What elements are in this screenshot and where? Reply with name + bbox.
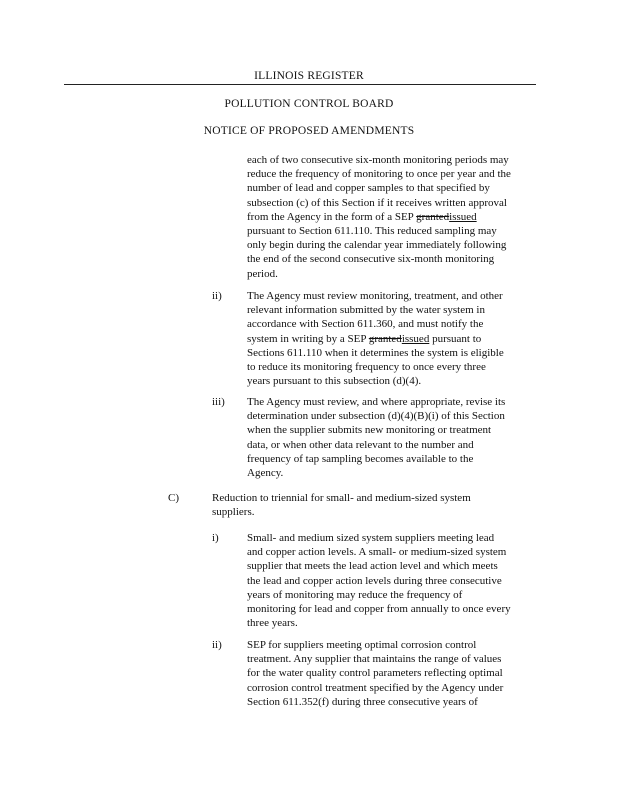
item-marker-iii: iii) (212, 396, 225, 408)
text-line: The Agency must review monitoring, treatment, and other (247, 290, 503, 302)
text-line: Sections 611.110 when it determines the system is eligible (247, 346, 504, 359)
register-title: ILLINOIS REGISTER (254, 70, 364, 82)
text-line: reduce the frequency of monitoring to once per year and the (247, 168, 511, 181)
item-ii-paragraph (247, 289, 547, 388)
text-line: number of lead and copper samples to that specified by (247, 182, 490, 195)
inserted-text: issued (449, 210, 477, 223)
text-line: frequency of tap sampling becomes available to the (247, 452, 474, 465)
item-C-i-paragraph (247, 531, 547, 630)
text-line: The Agency must review, and where appropriate, revise its (247, 396, 506, 408)
text-line: and copper action levels. A small- or medium-sized system (247, 546, 507, 559)
item-marker-ii: ii) (212, 290, 222, 302)
text-line: relevant information submitted by the water system in (247, 304, 485, 317)
text-line: the end of the second consecutive six-month monitoring (247, 253, 495, 266)
inserted-text: issued (401, 332, 430, 345)
text-line: pursuant to Section 611.110. This reduced sampling may (247, 225, 497, 238)
notice-title: NOTICE OF PROPOSED AMENDMENTS (203, 125, 415, 137)
text-line: when the supplier submits new monitoring or treatment (247, 424, 492, 437)
text-line: subsection (c) of this Section if it receives written approval (247, 196, 507, 209)
item-marker-C-ii: ii) (212, 639, 222, 651)
text-line: years of monitoring may reduce the frequency of (247, 588, 463, 601)
text-line: monitoring for lead and copper from annually to once every (247, 603, 511, 616)
text-line: each of two consecutive six-month monitoring periods may (247, 154, 509, 166)
text-line: for the water quality control parameters reflecting optimal (247, 667, 503, 680)
item-C-ii-paragraph (247, 638, 547, 709)
text-line: years pursuant to this subsection (d)(4). (247, 375, 422, 388)
text-line: period. (247, 267, 278, 280)
board-title: POLLUTION CONTROL BOARD (224, 98, 394, 110)
text-line: the lead and copper action levels during three consecutive (247, 574, 502, 587)
text-line: only begin during the calendar year immediately following (247, 239, 507, 252)
text-line: to reduce its monitoring frequency to once every three (247, 361, 486, 374)
text-run: pursuant to (429, 332, 482, 345)
text-run: system in writing by a SEP (247, 332, 369, 345)
text-run: from the Agency in the form of a SEP (247, 210, 417, 223)
text-line: supplier that meets the lead action level and which meets (247, 560, 498, 573)
text-line: treatment. Any supplier that maintains the range of values (247, 653, 502, 666)
text-line: corrosion control treatment specified by the Agency under (247, 681, 504, 694)
text-line: Reduction to triennial for small- and medium-sized system (212, 492, 471, 504)
text-line: Section 611.352(f) during three consecutive years of (247, 695, 478, 708)
continuation-paragraph (247, 153, 547, 281)
item-iii-paragraph (247, 395, 547, 480)
text-line: Small- and medium sized system suppliers meeting lead (247, 532, 495, 544)
item-marker-C-i: i) (212, 532, 219, 544)
text-line: accordance with Section 611.360, and must notify the (247, 318, 484, 331)
text-line: three years. (247, 617, 298, 630)
item-marker-C: C) (168, 492, 179, 504)
deleted-text: granted (416, 210, 450, 223)
text-line (247, 210, 547, 224)
item-C-paragraph (212, 491, 542, 519)
text-line: Agency. (247, 467, 284, 480)
text-line: determination under subsection (d)(4)(B)(i) of this Section (247, 410, 505, 423)
text-line: data, or when other data relevant to the number and (247, 438, 474, 451)
text-line (247, 332, 547, 346)
deleted-text: granted (368, 332, 402, 345)
header-rule (64, 84, 536, 85)
text-line: SEP for suppliers meeting optimal corrosion control (247, 639, 477, 651)
text-line: suppliers. (212, 506, 255, 519)
